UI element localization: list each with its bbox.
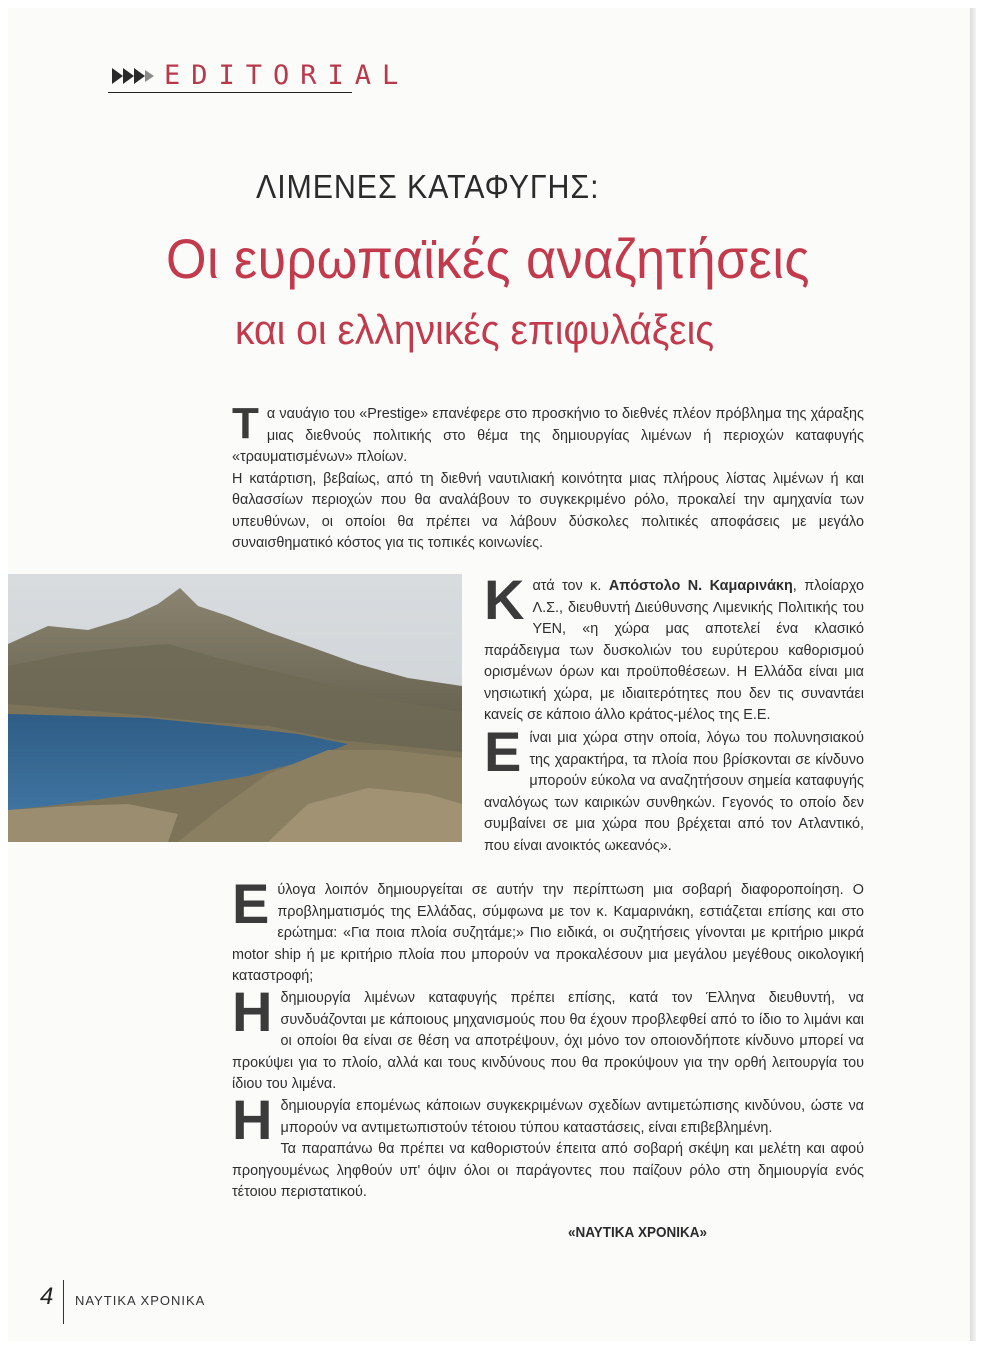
paragraph-h1 — [232, 980, 864, 1096]
kata-text: , πλοίαρχο Λ.Σ., διευθυντή Διεύθυνσης Λιμενικής Πολιτικής του ΥΕΝ, «η χώρα μας αποτελεί ένα κλασικό παράδειγμα των δυσκολιών του ευρύτερου καθορισμού ορισμένων όρων και προϋποθέσεων. Η Ελλάδα είναι μια νησιωτική χώρα, με ιδιαιτερότητες που δεν τις συναντάει κανείς σε κάποιο άλλο κράτος-μέλος της Ε.Ε. — [484, 578, 864, 723]
headline-line-2: και οι ελληνικές επιφυλάξεις — [235, 306, 715, 353]
paragraph-kata — [484, 568, 864, 727]
intro-paragraph — [232, 399, 864, 555]
headline-line-1: Οι ευρωπαϊκές αναζητήσεις — [166, 227, 810, 290]
paragraph-einai — [484, 720, 864, 857]
article-kicker: ΛΙΜΕΝΕΣ ΚΑΤΑΦΥΓΗΣ: — [256, 168, 600, 205]
dropcap: Ε — [232, 872, 270, 935]
eulogа-text: ύλογα λοιπόν δημιουργείται σε αυτήν την περίπτωση μια σοβαρή διαφοροποίηση. Ο προβληματισμός της Ελλάδας, σύμφωνα με τον κ. Καμαρινάκη, εστιάζεται επίσης και στο ερώτημα: «Για ποια πλοία συζητάμε;» Πιο ειδικά, οι συζητήσεις γίνονται με κριτήριο μικρά motor ship ή με κριτήριο πλοία που μπορούν να προκαλέσουν μια μεγάλου μεγέθους οικολογική καταστροφή; — [232, 882, 864, 984]
section-label: EDITORIAL — [164, 60, 410, 91]
kata-lead: ατά τον κ. — [532, 578, 609, 594]
interviewee-name: Απόστολο Ν. Καμαρινάκη — [608, 578, 793, 594]
page-edge — [970, 8, 976, 1341]
bay-mountain-image — [8, 574, 462, 842]
publication-name: ΝΑΥΤΙΚΑ ΧΡΟΝΙΚΑ — [75, 1293, 206, 1308]
dropcap: Τ — [232, 399, 259, 448]
einai-text: ίναι μια χώρα στην οποία, λόγω του πολυνησιακού της χαρακτήρα, τα πλοία που βρίσκονται σε κίνδυνο μπορούν εύκολα να αναζητήσουν σημεία καταφυγής αναλόγως των καιρικών συνθηκών. Γεγονός το οποίο δεν συμβαίνει σε μια χώρα που βρέχεται από τον Ατλαντικό, που είναι ανοικτός ωκεανός». — [484, 730, 864, 854]
footer-rule — [63, 1280, 64, 1324]
dropcap: Η — [232, 1088, 273, 1151]
triple-arrow-icon — [112, 66, 158, 86]
header-rule — [108, 92, 352, 93]
h2-text-1: δημιουργία επομένως κάποιων συγκεκριμένων σχεδίων αντιμετώπισης κινδύνου, ώστε να μπορούν να αντιμετωπιστούν τέτοιου τύπου καταστάσεις, είναι επιβεβλημένη. — [280, 1098, 864, 1136]
dropcap: Ε — [484, 720, 522, 783]
h2-text-2: Τα παραπάνω θα πρέπει να καθοριστούν έπειτα από σοβαρή σκέψη και μελέτη και αφού προηγουμένως ληφθούν υπ' όψιν όλοι οι παράγοντες που παίζουν ρόλο στη δημιουργία ενός τέτοιου περιστατικού. — [232, 1141, 864, 1200]
h1-text: δημιουργία λιμένων καταφυγής πρέπει επίσης, κατά τον Έλληνα διευθυντή, να συνδυάζονται με κάποιους μηχανισμούς που θα έχουν προβλεφθεί από το ίδιο το λιμάνι και οι οποίοι θα είναι σε θέση να αποτρέψουν, όχι μόνο τον οποιονδήποτε κίνδυνο μπορεί να προκύψει για το πλοίο, αλλά και τους κινδύνους που θα προκύψουν για την ορθή λειτουργία του ίδιου του λιμένα. — [232, 990, 864, 1092]
paragraph-eulogа — [232, 872, 864, 988]
intro-text-2: Η κατάρτιση, βεβαίως, από τη διεθνή ναυτιλιακή κοινότητα μιας πλήρους λίστας λιμένων ή και θαλασσίων περιοχών που θα αναλάβουν το συγκεκριμένο ρόλο, προκαλεί την αμηχανία των υπευθύνων, οι οποίοι θα πρέπει να λάβουν δύσκολες πολιτικές αποφάσεις με μεγάλο συναισθηματικό κόστος για τις τοπικές κοινωνίες. — [232, 470, 864, 551]
page-number: 4 — [40, 1283, 54, 1310]
dropcap: Κ — [484, 568, 525, 631]
landscape-photo — [8, 574, 462, 842]
intro-text-1: α ναυάγιο του «Prestige» επανέφερε στο προσκήνιο το διεθνές πλέον πρόβλημα της χάραξης μιας διεθνούς πολιτικής στο θέμα της δημιουργίας λιμένων ή περιοχών καταφυγής «τραυματισμένων» πλοίων. — [232, 406, 864, 465]
paragraph-h2 — [232, 1088, 864, 1204]
article-signature: «ΝΑΥΤΙΚΑ ΧΡΟΝΙΚΑ» — [568, 1224, 708, 1241]
dropcap: Η — [232, 980, 273, 1043]
